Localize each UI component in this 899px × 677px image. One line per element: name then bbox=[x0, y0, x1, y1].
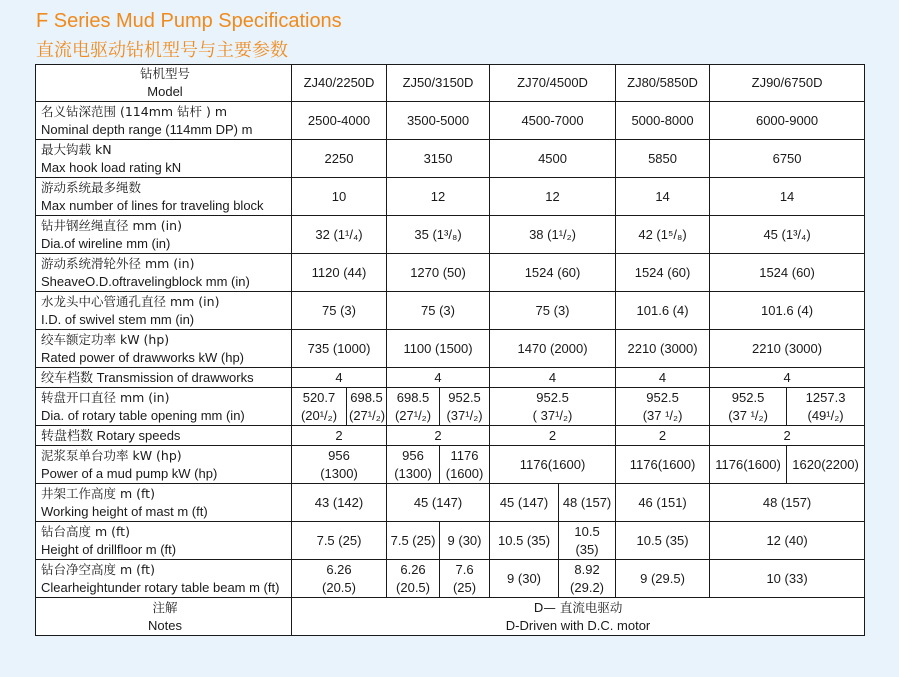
row-label: 水龙头中心管通孔直径 mm (in) I.D. of swivel stem mm (in) bbox=[36, 292, 292, 330]
table-cell: 2 bbox=[387, 426, 490, 446]
row-label: 转盘开口直径 mm (in) Dia. of rotary table opening mm (in) bbox=[36, 388, 292, 426]
row-label: 最大钩载 kN Max hook load rating kN bbox=[36, 140, 292, 178]
table-cell: 10.5 (35) bbox=[559, 522, 616, 560]
table-cell: 10.5 (35) bbox=[490, 522, 559, 560]
table-cell: 4 bbox=[710, 368, 865, 388]
table-cell: 12 bbox=[490, 178, 616, 216]
model-name: ZJ70/4500D bbox=[490, 65, 616, 102]
table-cell: 45 (1³/₄) bbox=[710, 216, 865, 254]
table-cell: 952.5 (37¹/₂) bbox=[440, 388, 490, 426]
table-cell: 7.6 (25) bbox=[440, 560, 490, 598]
table-cell: 1470 (2000) bbox=[490, 330, 616, 368]
table-cell: 2500-4000 bbox=[292, 102, 387, 140]
table-row bbox=[36, 330, 865, 368]
page-subtitle: 直流电驱动钻机型号与主要参数 bbox=[36, 40, 288, 61]
table-cell: 35 (1³/₈) bbox=[387, 216, 490, 254]
table-cell: 9 (30) bbox=[490, 560, 559, 598]
table-cell: 1620(2200) bbox=[787, 446, 865, 484]
table-row bbox=[36, 484, 865, 522]
table-cell: 952.5 ( 37¹/₂) bbox=[490, 388, 616, 426]
table-cell: 45 (147) bbox=[490, 484, 559, 522]
page-title: F Series Mud Pump Specifications bbox=[36, 10, 342, 32]
notes-label: 注解 Notes bbox=[36, 598, 292, 636]
table-cell: 6.26 (20.5) bbox=[387, 560, 440, 598]
table-cell: 4 bbox=[616, 368, 710, 388]
table-cell: 10 (33) bbox=[710, 560, 865, 598]
model-name: ZJ40/2250D bbox=[292, 65, 387, 102]
model-name: ZJ80/5850D bbox=[616, 65, 710, 102]
table-cell: 2 bbox=[710, 426, 865, 446]
table-cell: 3150 bbox=[387, 140, 490, 178]
row-label: 名义钻深范围 (114mm 钻杆 ) m Nominal depth range (114mm DP) m bbox=[36, 102, 292, 140]
table-cell: 1524 (60) bbox=[710, 254, 865, 292]
table-cell: 12 (40) bbox=[710, 522, 865, 560]
table-cell: 12 bbox=[387, 178, 490, 216]
model-header: 钻机型号 Model bbox=[36, 65, 292, 102]
row-label: 游动系统滑轮外径 mm (in) SheaveO.D.oftravelingblock mm (in) bbox=[36, 254, 292, 292]
table-cell: 4 bbox=[387, 368, 490, 388]
table-cell: 735 (1000) bbox=[292, 330, 387, 368]
table-cell: 45 (147) bbox=[387, 484, 490, 522]
table-row bbox=[36, 216, 865, 254]
table-cell: 46 (151) bbox=[616, 484, 710, 522]
table-cell: 5000-8000 bbox=[616, 102, 710, 140]
row-label: 钻台高度 m (ft) Height of drillfloor m (ft) bbox=[36, 522, 292, 560]
row-label: 泥浆泵单台功率 kW (hp) Power of a mud pump kW (hp) bbox=[36, 446, 292, 484]
table-row bbox=[36, 254, 865, 292]
table-cell: 101.6 (4) bbox=[710, 292, 865, 330]
notes-row bbox=[36, 598, 865, 636]
table-cell: 4500-7000 bbox=[490, 102, 616, 140]
table-cell: 1176 (1600) bbox=[440, 446, 490, 484]
table-cell: 6750 bbox=[710, 140, 865, 178]
row-label: 游动系统最多绳数 Max number of lines for traveling block bbox=[36, 178, 292, 216]
table-cell: 43 (142) bbox=[292, 484, 387, 522]
table-cell: 4500 bbox=[490, 140, 616, 178]
table-row bbox=[36, 388, 865, 426]
row-label: 绞车档数 Transmission of drawworks bbox=[36, 368, 292, 388]
table-cell: 7.5 (25) bbox=[387, 522, 440, 560]
table-cell: 698.5 (27¹/₂) bbox=[347, 388, 387, 426]
header-row bbox=[36, 65, 865, 102]
table-cell: 9 (29.5) bbox=[616, 560, 710, 598]
row-label: 钻井钢丝绳直径 mm (in) Dia.of wireline mm (in) bbox=[36, 216, 292, 254]
table-cell: 14 bbox=[710, 178, 865, 216]
table-cell: 1524 (60) bbox=[616, 254, 710, 292]
table-row bbox=[36, 560, 865, 598]
table-cell: 5850 bbox=[616, 140, 710, 178]
table-row bbox=[36, 140, 865, 178]
notes-value: D— 直流电驱动 D-Driven with D.C. motor bbox=[292, 598, 865, 636]
table-cell: 10 bbox=[292, 178, 387, 216]
row-label: 井架工作高度 m (ft) Working height of mast m (ft) bbox=[36, 484, 292, 522]
table-cell: 520.7 (20¹/₂) bbox=[292, 388, 347, 426]
table-cell: 75 (3) bbox=[292, 292, 387, 330]
table-cell: 75 (3) bbox=[387, 292, 490, 330]
table-row bbox=[36, 102, 865, 140]
table-cell: 8.92 (29.2) bbox=[559, 560, 616, 598]
row-label: 绞车额定功率 kW (hp) Rated power of drawworks kW (hp) bbox=[36, 330, 292, 368]
table-cell: 32 (1¹/₄) bbox=[292, 216, 387, 254]
table-cell: 75 (3) bbox=[490, 292, 616, 330]
table-cell: 2250 bbox=[292, 140, 387, 178]
table-row bbox=[36, 446, 865, 484]
table-cell: 956 (1300) bbox=[292, 446, 387, 484]
table-cell: 48 (157) bbox=[710, 484, 865, 522]
table-row bbox=[36, 368, 865, 388]
table-cell: 7.5 (25) bbox=[292, 522, 387, 560]
table-row bbox=[36, 522, 865, 560]
table-cell: 38 (1¹/₂) bbox=[490, 216, 616, 254]
table-cell: 6.26 (20.5) bbox=[292, 560, 387, 598]
table-cell: 2 bbox=[490, 426, 616, 446]
table-cell: 698.5 (27¹/₂) bbox=[387, 388, 440, 426]
table-cell: 4 bbox=[292, 368, 387, 388]
table-row bbox=[36, 292, 865, 330]
table-cell: 1257.3 (49¹/₂) bbox=[787, 388, 865, 426]
table-cell: 48 (157) bbox=[559, 484, 616, 522]
table-cell: 956 (1300) bbox=[387, 446, 440, 484]
model-name: ZJ50/3150D bbox=[387, 65, 490, 102]
table-cell: 4 bbox=[490, 368, 616, 388]
row-label: 钻台净空高度 m (ft) Clearheightunder rotary table beam m (ft) bbox=[36, 560, 292, 598]
table-cell: 2 bbox=[292, 426, 387, 446]
table-cell: 10.5 (35) bbox=[616, 522, 710, 560]
table-cell: 1176(1600) bbox=[490, 446, 616, 484]
table-cell: 3500-5000 bbox=[387, 102, 490, 140]
table-cell: 1100 (1500) bbox=[387, 330, 490, 368]
table-cell: 1270 (50) bbox=[387, 254, 490, 292]
table-cell: 1176(1600) bbox=[616, 446, 710, 484]
table-cell: 101.6 (4) bbox=[616, 292, 710, 330]
table-cell: 1524 (60) bbox=[490, 254, 616, 292]
table-cell: 6000-9000 bbox=[710, 102, 865, 140]
table-cell: 42 (1⁵/₈) bbox=[616, 216, 710, 254]
table-cell: 952.5 (37 ¹/₂) bbox=[616, 388, 710, 426]
table-cell: 952.5 (37 ¹/₂) bbox=[710, 388, 787, 426]
table-cell: 14 bbox=[616, 178, 710, 216]
table-row bbox=[36, 426, 865, 446]
table-cell: 2 bbox=[616, 426, 710, 446]
row-label: 转盘档数 Rotary speeds bbox=[36, 426, 292, 446]
table-cell: 9 (30) bbox=[440, 522, 490, 560]
table-cell: 1120 (44) bbox=[292, 254, 387, 292]
table-cell: 2210 (3000) bbox=[616, 330, 710, 368]
table-row bbox=[36, 178, 865, 216]
spec-table bbox=[35, 64, 865, 636]
table-cell: 1176(1600) bbox=[710, 446, 787, 484]
model-name: ZJ90/6750D bbox=[710, 65, 865, 102]
table-cell: 2210 (3000) bbox=[710, 330, 865, 368]
